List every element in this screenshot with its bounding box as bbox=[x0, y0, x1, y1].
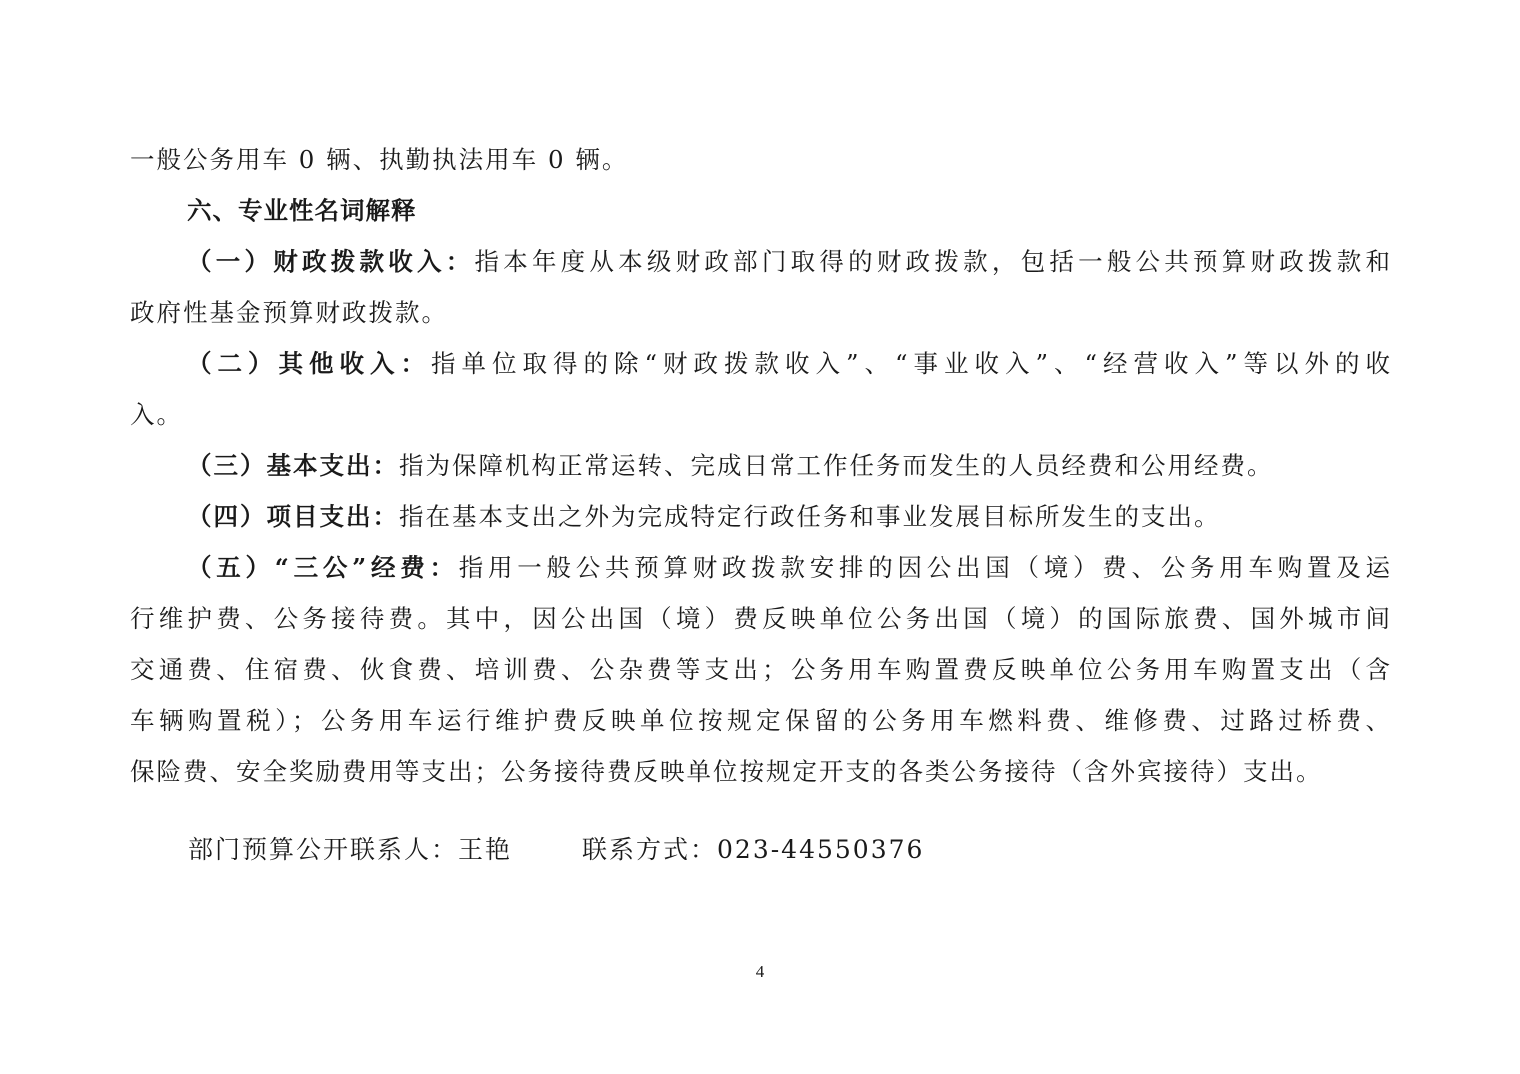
definition-item-5 bbox=[130, 542, 1392, 593]
definition-term: （五）“三公”经费： bbox=[187, 553, 459, 582]
contact-phone: 联系方式：023-44550376 bbox=[582, 835, 925, 864]
definition-term: （一）财政拨款收入： bbox=[187, 247, 475, 276]
contact-person: 部门预算公开联系人：王艳 bbox=[188, 835, 513, 864]
paragraph-line: 交通费、住宿费、伙食费、培训费、公杂费等支出；公务用车购置费反映单位公务用车购置支出（含 bbox=[130, 655, 1392, 684]
definition-item-4 bbox=[130, 491, 1392, 542]
definition-item-3 bbox=[130, 440, 1392, 491]
definition-term: （二）其他收入： bbox=[187, 349, 431, 378]
section-heading: 六、专业性名词解释 bbox=[187, 196, 417, 225]
definition-term: （三）基本支出： bbox=[187, 451, 399, 480]
page-number: 4 bbox=[755, 962, 765, 981]
paragraph-line: 行维护费、公务接待费。其中，因公出国（境）费反映单位公务出国（境）的国际旅费、国外城市间 bbox=[130, 604, 1392, 633]
paragraph-line: 车辆购置税）；公务用车运行维护费反映单位按规定保留的公务用车燃料费、维修费、过路过桥费、 bbox=[130, 706, 1392, 735]
paragraph-line: 入。 bbox=[130, 400, 183, 429]
definition-text: 指为保障机构正常运转、完成日常工作任务而发生的人员经费和公用经费。 bbox=[399, 451, 1274, 480]
definition-text: 指本年度从本级财政部门取得的财政拨款，包括一般公共预算财政拨款和 bbox=[474, 247, 1393, 276]
document-body bbox=[130, 134, 1392, 797]
paragraph-line: 政府性基金预算财政拨款。 bbox=[130, 298, 448, 327]
definition-text: 指用一般公共预算财政拨款安排的因公出国（境）费、公务用车购置及运 bbox=[458, 553, 1392, 582]
paragraph-line: 保险费、安全奖励费用等支出；公务接待费反映单位按规定开支的各类公务接待（含外宾接待）支出。 bbox=[130, 757, 1323, 786]
paragraph-line: 一般公务用车 0 辆、执勤执法用车 0 辆。 bbox=[130, 145, 629, 174]
definition-text: 指在基本支出之外为完成特定行政任务和事业发展目标所发生的支出。 bbox=[399, 502, 1221, 531]
definition-term: （四）项目支出： bbox=[187, 502, 399, 531]
definition-item-2 bbox=[130, 338, 1392, 389]
definition-item-1 bbox=[130, 236, 1392, 287]
definition-text: 指单位取得的除“财政拨款收入”、“事业收入”、“经营收入”等以外的收 bbox=[430, 349, 1392, 378]
contact-info bbox=[188, 826, 924, 874]
